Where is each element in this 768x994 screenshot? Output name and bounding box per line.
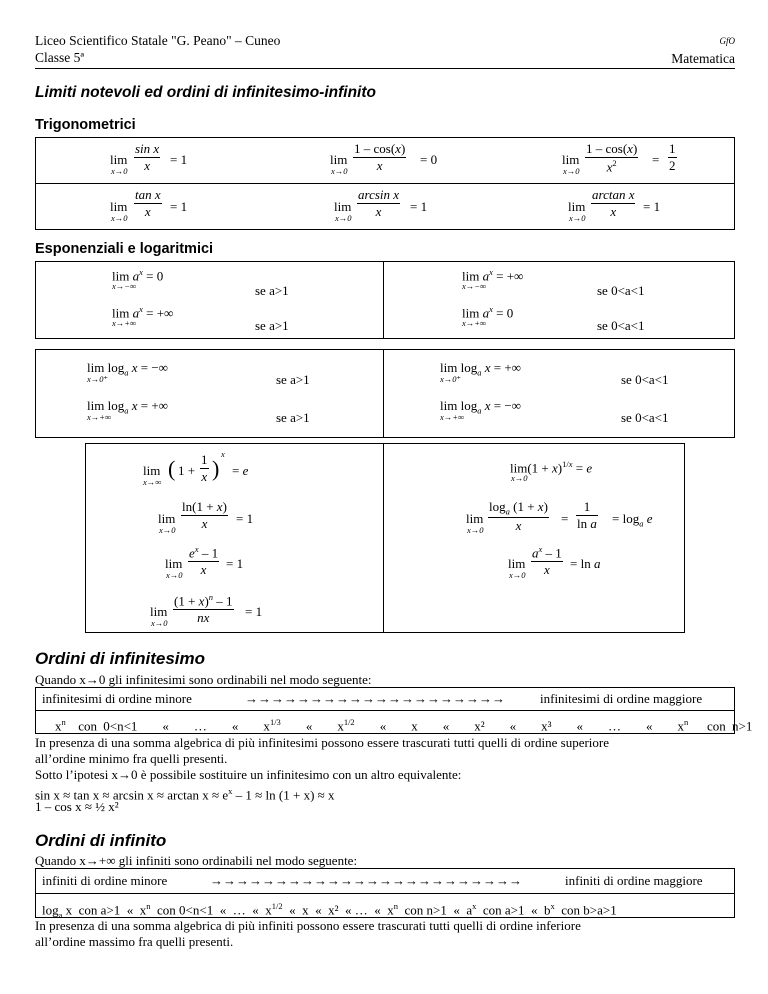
infinitesimi-equivalence-1: $\sin x \approx \tan x \approx \arcsin x \approx \arctan x \approx e^x - 1 \approx \ln (1 + x) \approx x$ (35, 786, 335, 803)
infiniti-box-divider (35, 893, 735, 894)
page-title: Limiti notevoli ed ordini di infinitesimo-infinito (35, 84, 376, 101)
subject-label: Matematica (671, 51, 735, 66)
author-label: GfO (719, 36, 735, 46)
infiniti-note-1: In presenza di una somma algebrica di più infiniti possono essere trascurati tutti quelli di ordine inferiore (35, 918, 581, 933)
infiniti-intro: Quando x→+∞ gli infiniti sono ordinabili nel modo seguente: (35, 853, 358, 868)
infinitesimi-heading: Ordini di infinitesimo (35, 649, 205, 668)
infinitesimi-major-label: infinitesimi di ordine maggiore (540, 691, 703, 706)
infinitesimi-note-3: Sotto l’ipotesi x→0 è possibile sostituire un infinitesimo con un altro equivalente: (35, 767, 462, 782)
exp-heading: Esponenziali e logaritmici (35, 241, 214, 257)
infiniti-note-2: all’ordine massimo fra quelli presenti. (35, 934, 234, 949)
exp-divider (383, 261, 384, 339)
e-limits-divider (383, 443, 384, 633)
header-rule (35, 68, 735, 69)
trig-heading: Trigonometrici (35, 117, 136, 133)
infinitesimi-intro: Quando x→0 gli infinitesimi sono ordinabili nel modo seguente: (35, 672, 372, 687)
infiniti-heading: Ordini di infinito (35, 831, 167, 850)
infiniti-major-label: infiniti di ordine maggiore (565, 873, 703, 888)
infinitesimi-ordering: $x^n$ con 0<n<1 « … « $x^{1/3}$ « $x^{1/2}$ « x « x² « x³ « … « $x^n$ con n>1 (55, 717, 753, 734)
infinitesimi-box-divider (35, 710, 735, 711)
trig-divider (35, 183, 735, 184)
infiniti-arrows: →→→→→→→→→→→→→→→→→→→→→→→→ (210, 873, 522, 888)
infinitesimi-note-2: all’ordine minimo fra quelli presenti. (35, 751, 228, 766)
infinitesimi-arrows: →→→→→→→→→→→→→→→→→→→→ (245, 691, 505, 706)
infiniti-minor-label: infiniti di ordine minore (42, 873, 168, 888)
class-label: Classe 5ª (35, 50, 85, 65)
infinitesimi-equivalence-2: 1 – cos x ≈ ½ x² (35, 799, 119, 814)
infinitesimi-minor-label: infinitesimi di ordine minore (42, 691, 192, 706)
log-divider (383, 349, 384, 438)
school-name: Liceo Scientifico Statale "G. Peano" – Cuneo (35, 33, 281, 48)
infiniti-ordering: $\log_a x$ con a>1 « $x^n$ con 0<n<1 « … « $x^{1/2}$ « x « x² « … « $x^n$ con n>1 « $a^x$ con a>1 « $b^x$ con b>a>1 (42, 901, 617, 920)
infinitesimi-note-1: In presenza di una somma algebrica di più infinitesimi possono essere trascurati tutti quelli di ordine superiore (35, 735, 610, 750)
